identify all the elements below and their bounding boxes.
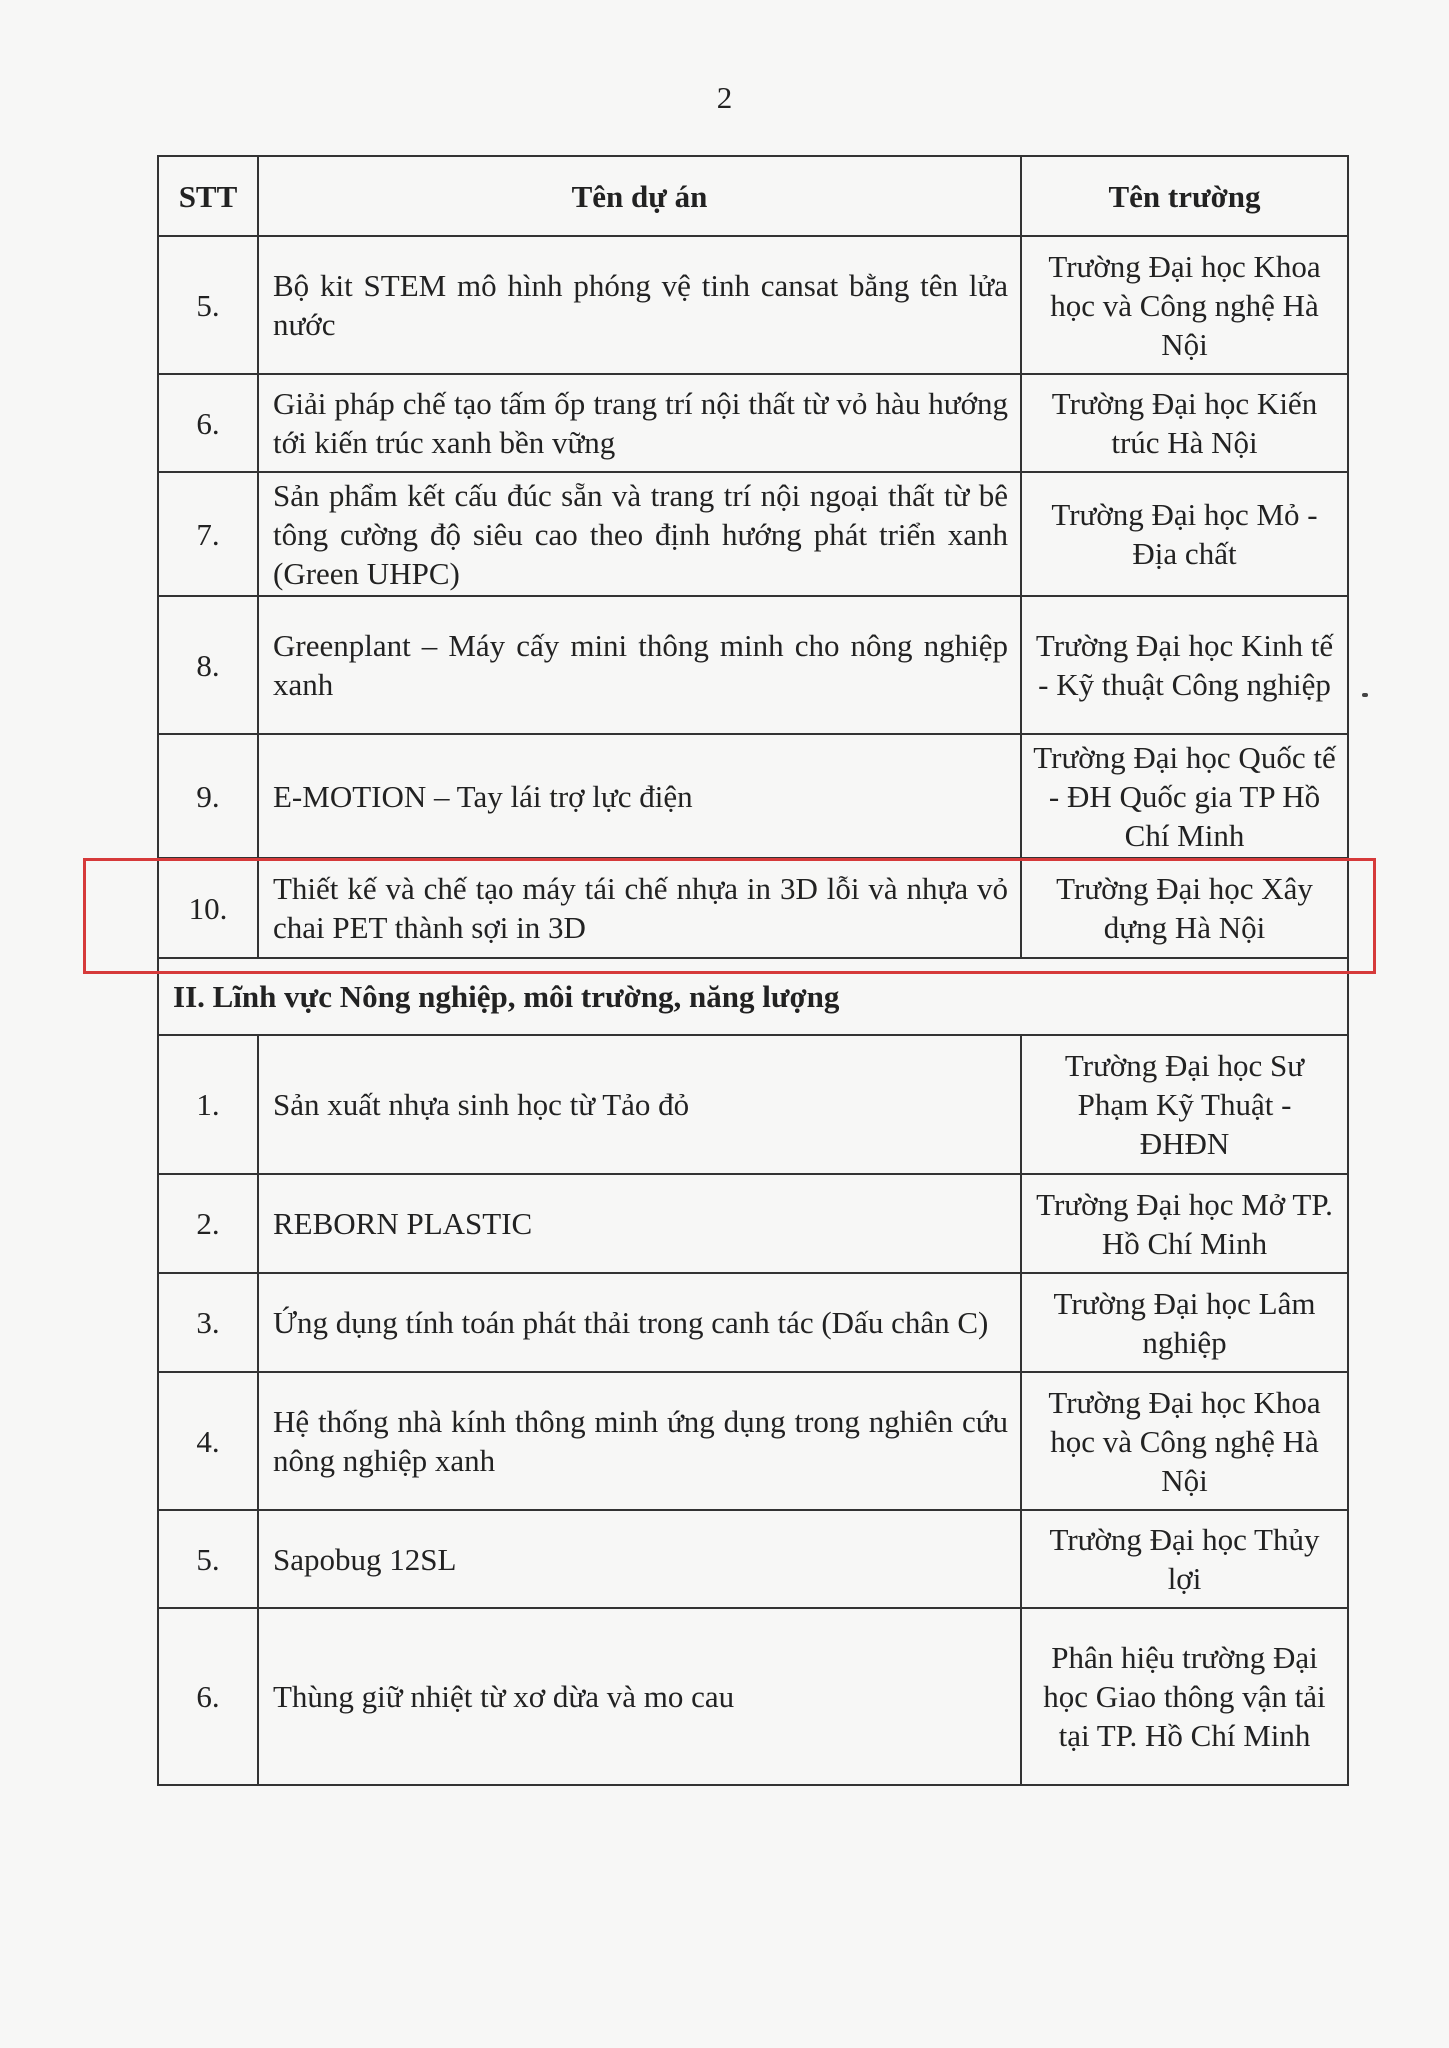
table-row: [158, 374, 1348, 472]
row-stt: 1.: [158, 1035, 258, 1174]
row-stt: 8.: [158, 596, 258, 734]
row-school: Trường Đại học Kinh tế - Kỹ thuật Công nghiệp: [1021, 596, 1348, 734]
table-header-row: [158, 156, 1348, 236]
row-school: Trường Đại học Mỏ - Địa chất: [1021, 472, 1348, 596]
row-school: Phân hiệu trường Đại học Giao thông vận tải tại TP. Hồ Chí Minh: [1021, 1608, 1348, 1785]
row-school: Trường Đại học Xây dựng Hà Nội: [1021, 858, 1348, 958]
table-row: [158, 1035, 1348, 1174]
row-stt: 3.: [158, 1273, 258, 1372]
table-row: [158, 472, 1348, 596]
table-row: [158, 734, 1348, 858]
row-school: Trường Đại học Lâm nghiệp: [1021, 1273, 1348, 1372]
row-project: Sapobug 12SL: [258, 1510, 1021, 1608]
row-project: E-MOTION – Tay lái trợ lực điện: [258, 734, 1021, 858]
row-school: Trường Đại học Khoa học và Công nghệ Hà Nội: [1021, 236, 1348, 374]
header-stt: STT: [158, 156, 258, 236]
row-project: Sản xuất nhựa sinh học từ Tảo đỏ: [258, 1035, 1021, 1174]
row-project: Sản phẩm kết cấu đúc sẵn và trang trí nội ngoại thất từ bê tông cường độ siêu cao theo định hướng phát triển xanh (Green UHPC): [258, 472, 1021, 596]
table-row: [158, 1273, 1348, 1372]
header-project-name: Tên dự án: [258, 156, 1021, 236]
row-stt: 6.: [158, 1608, 258, 1785]
row-stt: 7.: [158, 472, 258, 596]
row-stt: 9.: [158, 734, 258, 858]
row-school: Trường Đại học Quốc tế - ĐH Quốc gia TP Hồ Chí Minh: [1021, 734, 1348, 858]
row-project: Thùng giữ nhiệt từ xơ dừa và mo cau: [258, 1608, 1021, 1785]
row-stt: 5.: [158, 236, 258, 374]
table-row: [158, 1510, 1348, 1608]
row-school: Trường Đại học Mở TP. Hồ Chí Minh: [1021, 1174, 1348, 1273]
row-stt: 10.: [158, 858, 258, 958]
row-stt: 5.: [158, 1510, 258, 1608]
row-school: Trường Đại học Sư Phạm Kỹ Thuật - ĐHĐN: [1021, 1035, 1348, 1174]
row-stt: 2.: [158, 1174, 258, 1273]
row-school: Trường Đại học Thủy lợi: [1021, 1510, 1348, 1608]
row-project: REBORN PLASTIC: [258, 1174, 1021, 1273]
table-row: [158, 236, 1348, 374]
page-number: 2: [716, 80, 733, 115]
row-project: Greenplant – Máy cấy mini thông minh cho nông nghiệp xanh: [258, 596, 1021, 734]
header-school-name: Tên trường: [1021, 156, 1348, 236]
scan-speck: [1362, 693, 1368, 697]
section-title: II. Lĩnh vực Nông nghiệp, môi trường, năng lượng: [158, 958, 1348, 1035]
row-stt: 6.: [158, 374, 258, 472]
row-project: Bộ kit STEM mô hình phóng vệ tinh cansat bằng tên lửa nước: [258, 236, 1021, 374]
highlight-annotation-box: [83, 858, 1376, 974]
row-project: Thiết kế và chế tạo máy tái chế nhựa in 3D lỗi và nhựa vỏ chai PET thành sợi in 3D: [258, 858, 1021, 958]
row-stt: 4.: [158, 1372, 258, 1510]
row-project: Hệ thống nhà kính thông minh ứng dụng trong nghiên cứu nông nghiệp xanh: [258, 1372, 1021, 1510]
table-row: [158, 596, 1348, 734]
table-row: [158, 1608, 1348, 1785]
row-school: Trường Đại học Khoa học và Công nghệ Hà Nội: [1021, 1372, 1348, 1510]
table-row: [158, 1372, 1348, 1510]
row-project: Giải pháp chế tạo tấm ốp trang trí nội thất từ vỏ hàu hướng tới kiến trúc xanh bền vững: [258, 374, 1021, 472]
row-school: Trường Đại học Kiến trúc Hà Nội: [1021, 374, 1348, 472]
row-project: Ứng dụng tính toán phát thải trong canh tác (Dấu chân C): [258, 1273, 1021, 1372]
table-row: [158, 1174, 1348, 1273]
